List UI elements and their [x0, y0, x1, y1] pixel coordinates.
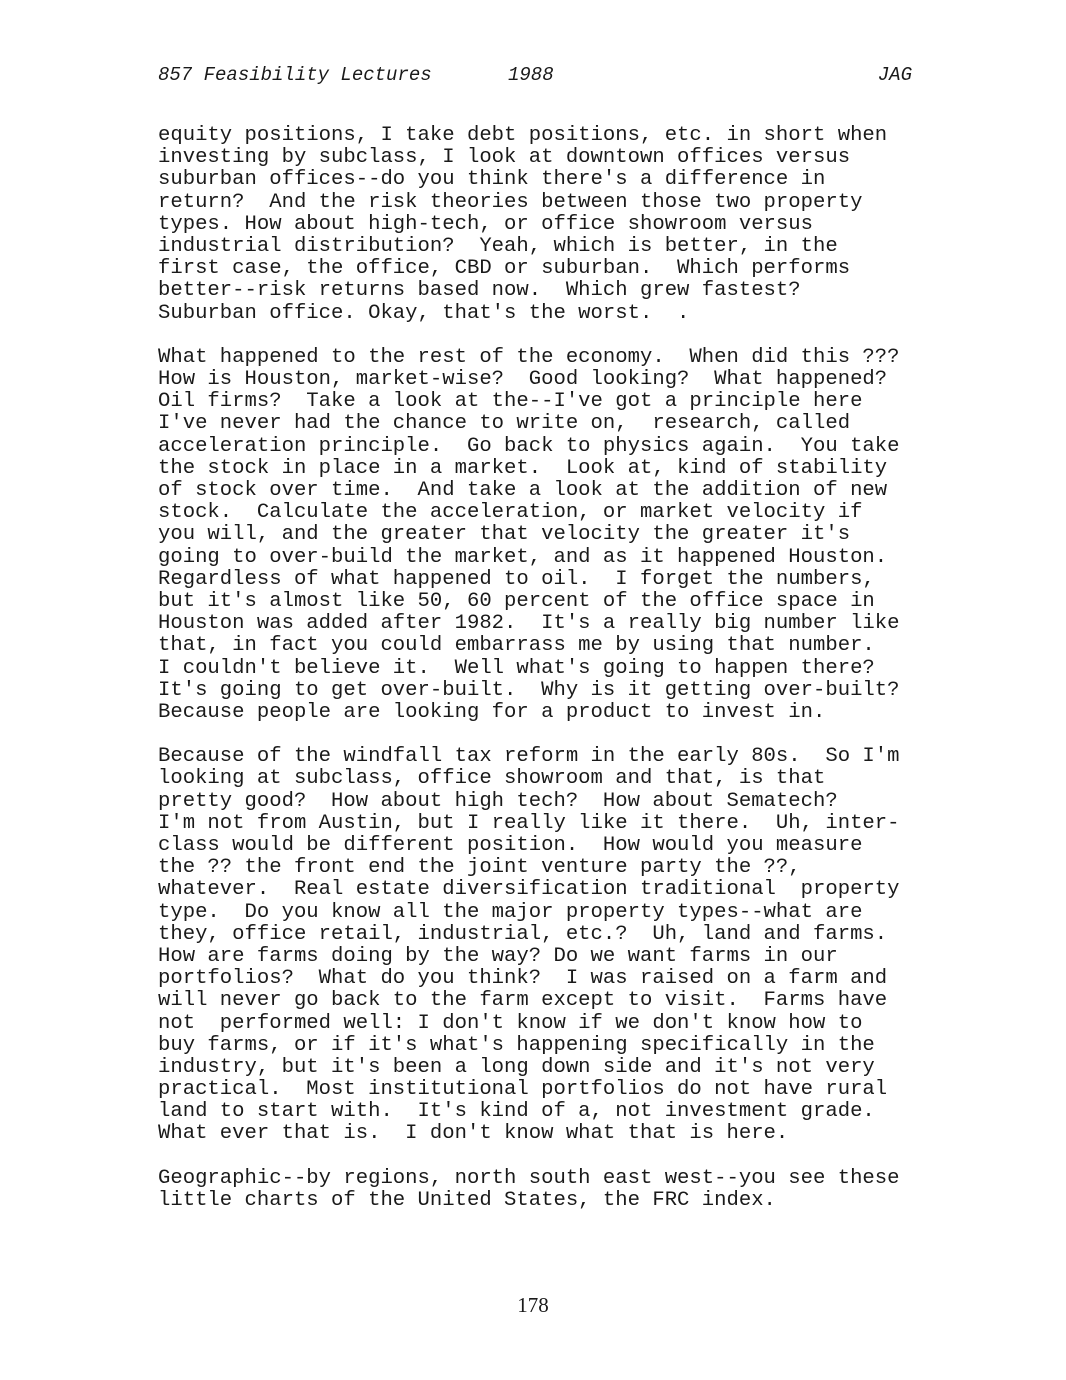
text-line: that, in fact you could embarrass me by using that number. — [158, 634, 875, 658]
text-line: I've never had the chance to write on, research, called — [158, 412, 851, 436]
text-line: How is Houston, market-wise? Good looking? What happened? — [158, 368, 888, 392]
text-line: What happened to the rest of the economy. When did this ??? — [158, 345, 900, 369]
paragraph — [158, 1168, 948, 1212]
text-line: I couldn't believe it. Well what's going to happen there? — [158, 656, 875, 680]
text-line: practical. Most institutional portfolios do not have rural — [158, 1078, 888, 1102]
page-number: 178 — [517, 1293, 549, 1317]
text-line: will never go back to the farm except to visit. Farms have — [158, 989, 888, 1013]
text-line: little charts of the United States, the FRC index. — [158, 1189, 776, 1212]
text-line: Regardless of what happened to oil. I forget the numbers, — [158, 567, 875, 591]
text-line: portfolios? What do you think? I was raised on a farm and — [158, 967, 888, 991]
paragraph — [158, 125, 948, 325]
text-line: Because of the windfall tax reform in the early 80s. So I'm — [158, 745, 900, 769]
text-line: not performed well: I don't know if we don't know how to — [158, 1011, 863, 1035]
text-line: class would be different position. How would you measure — [158, 834, 863, 857]
text-line: but it's almost like 50, 60 percent of the office space in — [158, 589, 875, 613]
text-line: the stock in place in a market. Look at, kind of stability — [158, 456, 888, 480]
text-line: return? And the risk theories between those two property — [158, 190, 863, 214]
text-line: the ?? the front end the joint venture party the ??, — [158, 856, 801, 880]
header-initials: JAG — [877, 64, 912, 86]
page-header — [158, 62, 912, 88]
header-year: 1988 — [508, 64, 554, 86]
header-title: 857 Feasibility Lectures — [158, 64, 432, 86]
text-line: What ever that is. I don't know what that is here. — [158, 1122, 789, 1146]
text-line: How are farms doing by the way? Do we want farms in our — [158, 944, 838, 968]
text-line: first case, the office, CBD or suburban. Which performs — [158, 257, 851, 281]
text-line: Because people are looking for a product to invest in. — [158, 700, 826, 724]
text-line: going to over-build the market, and as it happened Houston. — [158, 545, 888, 569]
text-line: looking at subclass, office showroom and that, is that — [158, 767, 826, 791]
text-line: suburban offices--do you think there's a difference in — [158, 168, 826, 192]
text-line: I'm not from Austin, but I really like it there. Uh, inter- — [158, 811, 900, 835]
paragraph — [158, 347, 948, 724]
text-line: acceleration principle. Go back to physics again. You take — [158, 434, 900, 458]
text-line: better--risk returns based now. Which grew fastest? — [158, 279, 801, 303]
text-line: pretty good? How about high tech? How about Sematech? — [158, 789, 838, 813]
text-line: buy farms, or if it's what's happening specifically in the — [158, 1033, 875, 1057]
text-line: types. How about high-tech, or office showroom versus — [158, 212, 813, 236]
body-text — [158, 125, 948, 1234]
text-line: investing by subclass, I look at downtown offices versus — [158, 146, 851, 170]
text-line: you will, and the greater that velocity the greater it's — [158, 523, 851, 547]
text-line: It's going to get over-built. Why is it getting over-built? — [158, 678, 900, 702]
paragraph — [158, 746, 948, 1145]
text-line: land to start with. It's kind of a, not investment grade. — [158, 1100, 875, 1124]
text-line: they, office retail, industrial, etc.? Uh, land and farms. — [158, 922, 888, 946]
text-line: Geographic--by regions, north south east west--you see these — [158, 1166, 900, 1190]
text-line: industrial distribution? Yeah, which is better, in the — [158, 234, 838, 258]
text-line: industry, but it's been a long down side and it's not very — [158, 1055, 875, 1079]
text-line: type. Do you know all the major property types--what are — [158, 900, 863, 924]
text-line: whatever. Real estate diversification traditional property — [158, 878, 900, 902]
text-line: stock. Calculate the acceleration, or market velocity if — [158, 501, 863, 525]
text-line: Houston was added after 1982. It's a really big number like — [158, 612, 900, 636]
text-line: Oil firms? Take a look at the--I've got a principle here — [158, 390, 863, 414]
text-line: Suburban office. Okay, that's the worst. . — [158, 301, 690, 325]
text-line: equity positions, I take debt positions, etc. in short when — [158, 124, 888, 147]
text-line: of stock over time. And take a look at the addition of new — [158, 479, 888, 502]
